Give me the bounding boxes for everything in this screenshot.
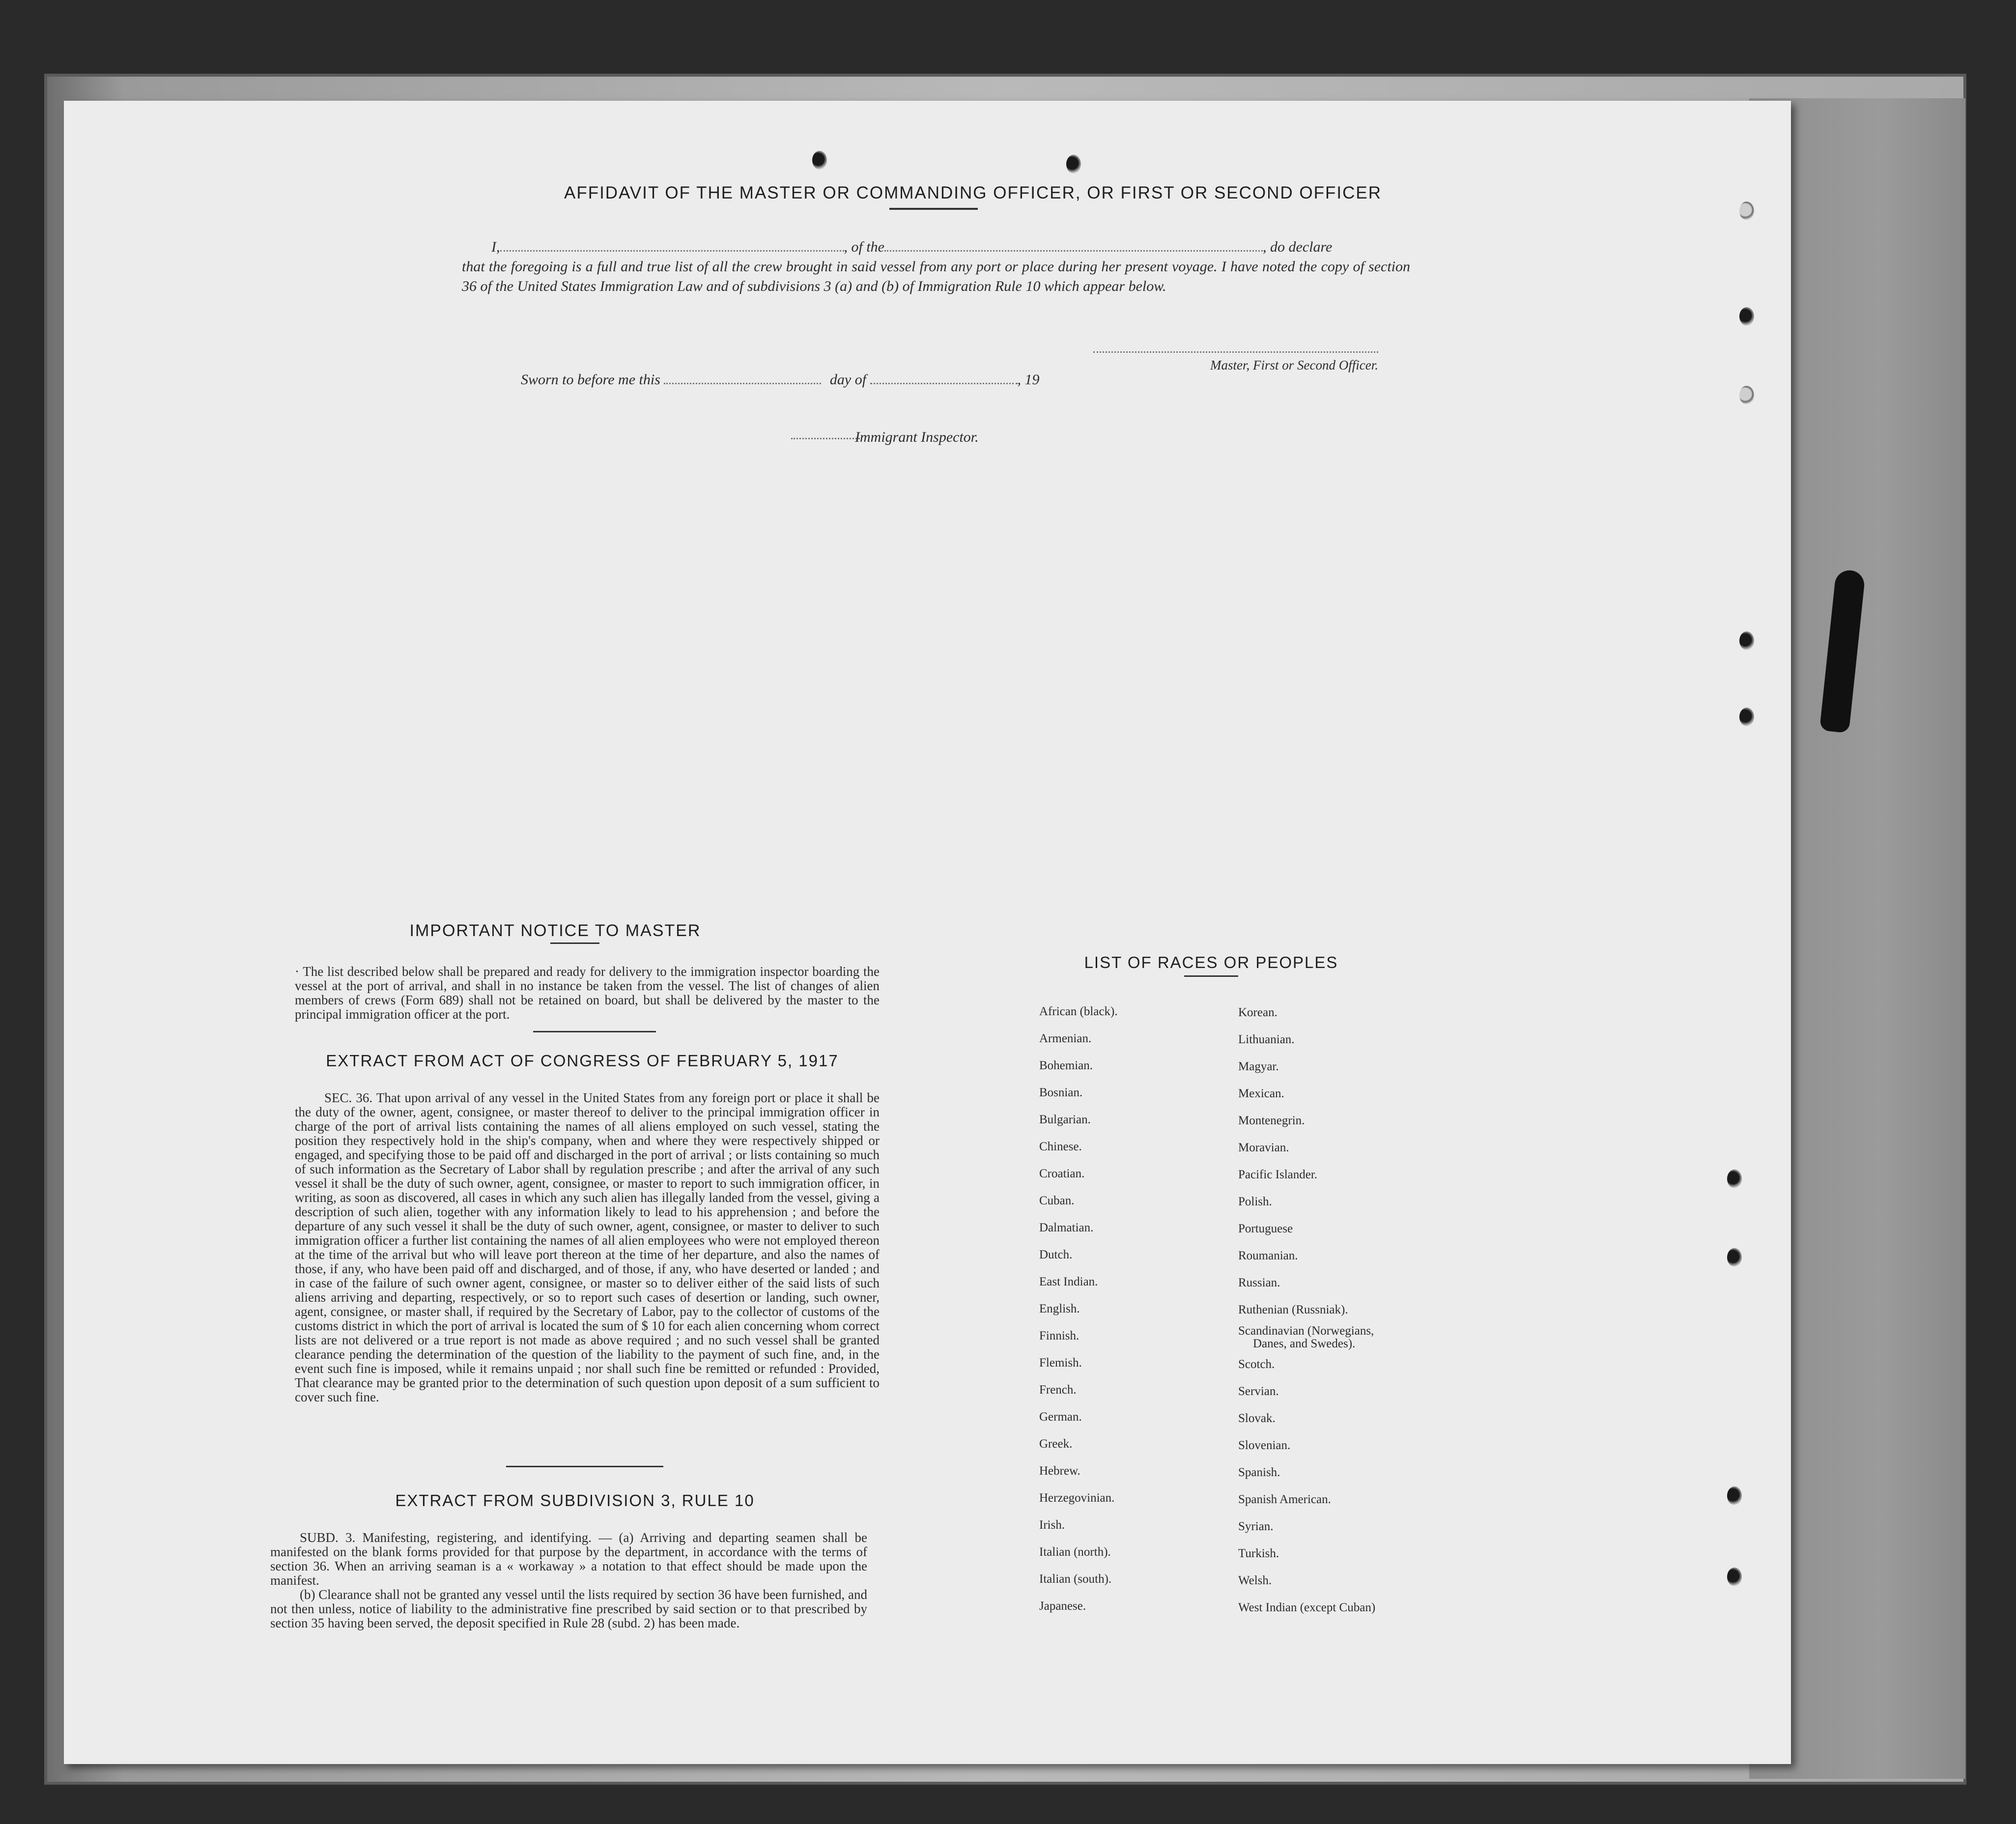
declaration-of-the: , of the [844,239,884,255]
race-item: Polish. [1238,1195,1272,1208]
act-title: EXTRACT FROM ACT OF CONGRESS OF FEBRUARY 5, 1917 [326,1052,839,1070]
race-item: African (black). [1039,1005,1118,1018]
notice-body: · The list described below shall be prepared and ready for delivery to the immigration inspector boarding the vessel at the port of arrival, and shall in no instance be taken from the vessel. The list of changes of alien members of crews (Form 689) shall not be retained on board, but shall be delivered by the master to the principal immigration officer at the port. [295,964,880,1022]
race-item: Irish. [1039,1518,1065,1532]
notice-divider [533,1031,656,1032]
punch-hole [1727,1248,1742,1267]
punch-hole [1727,1486,1742,1505]
sworn-prefix: Sworn to before me this [521,371,660,388]
race-item: Russian. [1238,1276,1280,1289]
rule-para-a: SUBD. 3. Manifesting, registering, and identifying. — (a) Arriving and departing seamen shall be manifested on the blank forms provided for that purpose by the department, in accordance with the terms of section 36. When an arriving seaman is a « workaway » a notation to that effect should be made upon the manifest. [270,1530,867,1588]
race-item: Ruthenian (Russniak). [1238,1303,1348,1316]
punch-hole [1739,307,1754,326]
rule-para-b: (b) Clearance shall not be granted any vessel until the lists required by section 36 have been furnished, and not then unless, notice of liability to the administrative fine prescribed by said section or to that prescribed by section 35 having been served, the deposit specified in Rule 28 (subd. 2) has been made. [270,1587,867,1630]
sworn-line [521,370,1040,390]
race-item: Hebrew. [1039,1464,1080,1478]
race-item: English. [1039,1302,1080,1315]
affidavit-declaration-line [462,237,1469,257]
races-title: LIST OF RACES OR PEOPLES [1084,953,1338,971]
title-rule [889,208,978,210]
punch-hole [1727,1568,1742,1586]
race-item: Chinese. [1039,1140,1082,1153]
race-item: Herzegovinian. [1039,1491,1115,1505]
race-item: Scandinavian (Norwegians, [1238,1324,1374,1338]
sworn-month-blank [870,383,1018,384]
inspector-label: Immigrant Inspector. [855,429,979,445]
declaration-do-declare: , do declare [1263,239,1333,255]
race-item: Mexican. [1238,1087,1284,1100]
race-item: Danes, and Swedes). [1253,1337,1356,1350]
race-item: Roumanian. [1238,1249,1298,1262]
race-item: Magyar. [1238,1060,1279,1073]
race-item: East Indian. [1039,1275,1098,1288]
race-item: Croatian. [1039,1167,1085,1180]
race-item: Bosnian. [1039,1086,1083,1099]
vessel-blank-line [884,250,1263,252]
affidavit-title: AFFIDAVIT OF THE MASTER OR COMMANDING OFFICER, OR FIRST OR SECOND OFFICER [564,183,1382,202]
master-signature-line [1093,351,1378,353]
race-item: Italian (north). [1039,1545,1111,1559]
sworn-day-blank [664,383,821,384]
punch-hole [1066,155,1081,173]
declaration-i: I, [491,239,500,255]
punch-hole [1739,631,1754,650]
race-item: Flemish. [1039,1356,1082,1369]
name-blank-line [500,250,844,252]
race-item: Moravian. [1238,1141,1289,1154]
race-item: Lithuanian. [1238,1033,1295,1046]
race-item: Italian (south). [1039,1572,1112,1586]
race-item: Spanish. [1238,1466,1280,1479]
race-item: Slovak. [1238,1412,1276,1425]
race-item: Welsh. [1238,1574,1272,1587]
race-item: Japanese. [1039,1599,1086,1613]
race-item: West Indian (except Cuban) [1238,1601,1376,1614]
notice-title-rule [550,942,599,944]
punch-hole [1739,201,1754,220]
race-item: Slovenian. [1238,1439,1291,1452]
race-item: Syrian. [1238,1520,1274,1533]
sworn-day-of: day of [829,371,867,388]
act-body: SEC. 36. That upon arrival of any vessel in the United States from any foreign port or place it shall be the duty of the owner, agent, consignee, or master thereof to deliver to the principal immigration officer in charge of the port of arrival lists containing the names of all aliens employed on such vessel, stating the position they respectively hold in the ship's company, when and where they were respectively shipped or engaged, and specifying those to be paid off and discharged in the port of arrival ; or lists containing so much of such information as the Secretary of Labor shall by regulation prescribe ; and after the arrival of any such vessel it shall be the duty of such owner, agent, consignee, or master to report to such immigration officer, in writing, as soon as discovered, all cases in which any such alien has illegally landed from the vessel, giving a description of such alien, together with any information likely to lead to his apprehension ; and before the departure of any such vessel it shall be the duty of such owner, agent, consignee, or master to deliver to such immigration officer a further list containing the names of all alien employees who were not employed thereon at the time of the arrival but who will leave port thereon at the time of her departure, and also the names of those, if any, who have been paid off and discharged, and of those, if any, who have deserted or landed ; and in case of the failure of such owner agent, consignee, or master so to deliver either of the said lists of such aliens arriving and departing, respectively, or so to report such cases of desertion or landing, such owner, agent, consignee, or master shall, if required by the Secretary of Labor, pay to the collector of customs of the customs district in which the port of arrival is located the sum of $ 10 for each alien concerning whom correct lists are not delivered or a true report is not made as above required ; and no such vessel shall be granted clearance pending the determination of the question of the liability to the payment of such fine, and, in the event such fine is imposed, while it remains unpaid ; nor shall such fine be remitted or refunded : Provided, That clearance may be granted prior to the determination of such question upon deposit of a sum sufficient to cover such fine. [295,1090,880,1404]
race-item: Bulgarian. [1039,1113,1091,1126]
race-item: Dalmatian. [1039,1221,1094,1234]
race-item: Cuban. [1039,1194,1075,1207]
notice-title: IMPORTANT NOTICE TO MASTER [409,921,701,940]
punch-hole [1739,708,1754,726]
rule-title: EXTRACT FROM SUBDIVISION 3, RULE 10 [395,1491,755,1510]
sworn-year: , 19 [1017,371,1040,388]
punch-hole [812,151,827,170]
race-item: Montenegrin. [1238,1114,1305,1127]
race-item: French. [1039,1383,1077,1396]
race-item: Dutch. [1039,1248,1073,1261]
act-divider [506,1466,663,1467]
race-item: Pacific Islander. [1238,1168,1318,1181]
race-item: Turkish. [1238,1547,1279,1560]
race-item: Greek. [1039,1437,1073,1451]
race-item: Scotch. [1238,1358,1275,1371]
race-item: Finnish. [1039,1329,1079,1342]
punch-hole [1727,1169,1742,1188]
race-item: Armenian. [1039,1032,1092,1045]
race-item: Spanish American. [1238,1493,1331,1506]
affidavit-body: that the foregoing is a full and true list of all the crew brought in said vessel from any port or place during her present voyage. I have noted the copy of section 36 of the United States Immigration Law and of subdivisions 3 (a) and (b) of Immigration Rule 10 which appear below. [462,258,1410,294]
race-item: Korean. [1238,1006,1278,1019]
race-item: Portuguese [1238,1222,1293,1235]
races-title-rule [1184,975,1238,977]
master-signature-label: Master, First or Second Officer. [1210,358,1378,372]
race-item: Servian. [1238,1385,1279,1398]
inspector-signature-line [791,438,860,439]
punch-hole [1739,386,1754,404]
document-page [64,101,1791,1764]
race-item: German. [1039,1410,1082,1424]
race-item: Bohemian. [1039,1059,1093,1072]
